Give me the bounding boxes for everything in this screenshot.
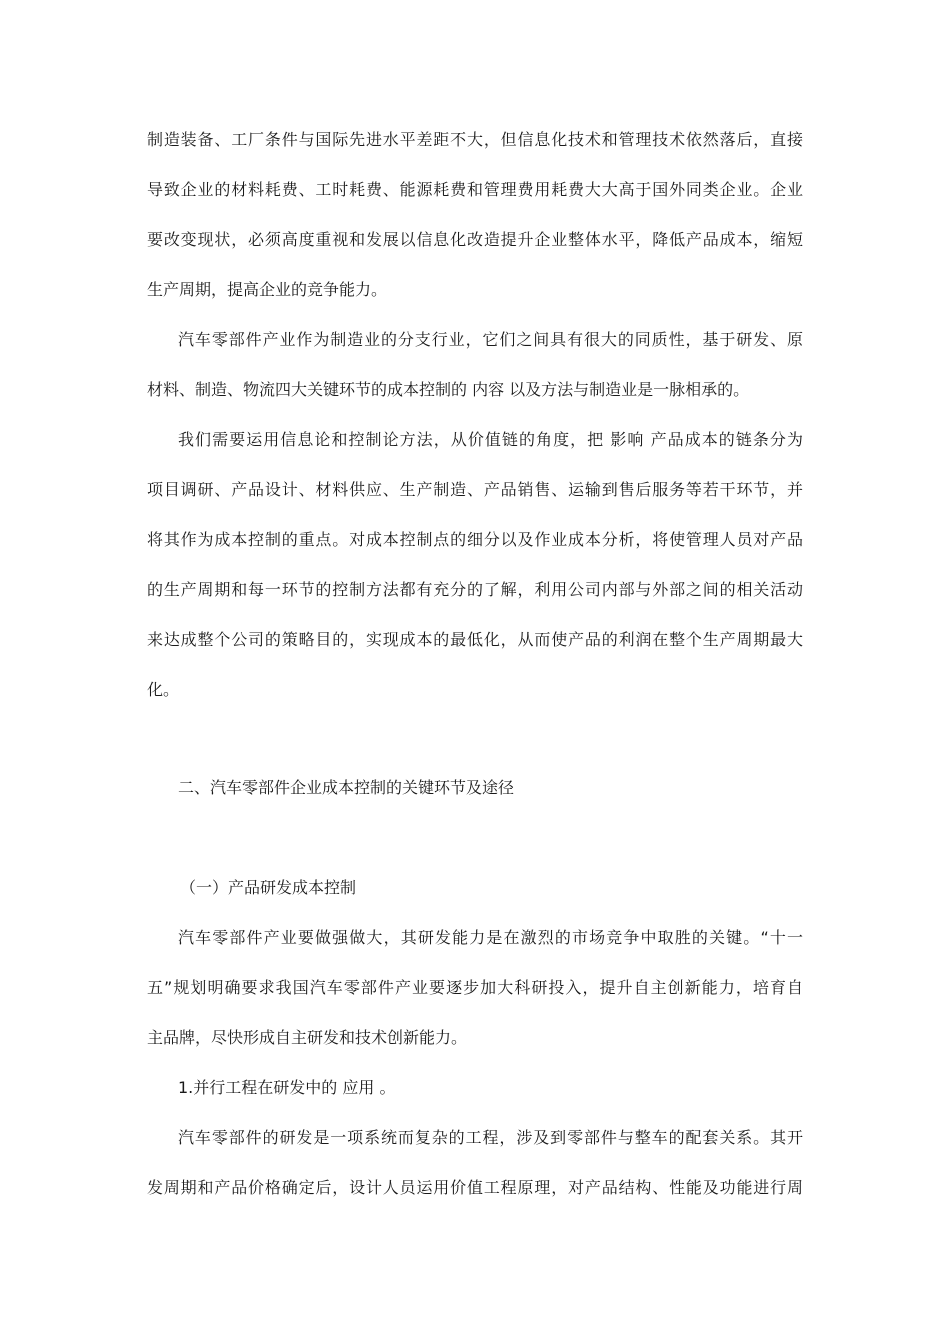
paragraph-5-line-1: 汽车零部件的研发是一项系统而复杂的工程，涉及到零部件与整车的配套关系。其开	[178, 1128, 803, 1147]
paragraph-1-line-4: 生产周期，提高企业的竞争能力。	[147, 280, 388, 299]
paragraph-1-line-2: 导致企业的材料耗费、工时耗费、能源耗费和管理费用耗费大大高于国外同类企业。企业	[147, 180, 803, 199]
section-heading: 二、汽车零部件企业成本控制的关键环节及途径	[178, 778, 515, 797]
paragraph-3-line-3: 将其作为成本控制的重点。对成本控制点的细分以及作业成本分析，将使管理人员对产品	[147, 530, 803, 549]
subsection-heading: （一）产品研发成本控制	[180, 878, 357, 897]
paragraph-2-line-2: 材料、制造、物流四大关键环节的成本控制的 内容 以及方法与制造业是一脉相承的。	[147, 380, 750, 399]
paragraph-2-line-1: 汽车零部件产业作为制造业的分支行业，它们之间具有很大的同质性，基于研发、原	[178, 330, 803, 349]
paragraph-4-line-2: 五”规划明确要求我国汽车零部件产业要逐步加大科研投入，提升自主创新能力，培育自	[147, 978, 803, 997]
paragraph-1-line-3: 要改变现状，必须高度重视和发展以信息化改造提升企业整体水平，降低产品成本，缩短	[147, 230, 803, 249]
paragraph-3-line-2: 项目调研、产品设计、材料供应、生产制造、产品销售、运输到售后服务等若干环节，并	[147, 480, 803, 499]
paragraph-3-line-6: 化。	[147, 680, 180, 699]
paragraph-1-line-1: 制造装备、工厂条件与国际先进水平差距不大，但信息化技术和管理技术依然落后，直接	[147, 130, 803, 149]
paragraph-4-line-3: 主品牌，尽快形成自主研发和技术创新能力。	[147, 1028, 468, 1047]
paragraph-3-line-1: 我们需要运用信息论和控制论方法，从价值链的角度，把 影响 产品成本的链条分为	[178, 430, 803, 449]
paragraph-3-line-4: 的生产周期和每一环节的控制方法都有充分的了解，利用公司内部与外部之间的相关活动	[147, 580, 803, 599]
paragraph-3-line-5: 来达成整个公司的策略目的，实现成本的最低化，从而使产品的利润在整个生产周期最大	[147, 630, 803, 649]
numbered-item-heading: 1.并行工程在研发中的 应用 。	[178, 1078, 396, 1097]
paragraph-4-line-1: 汽车零部件产业要做强做大，其研发能力是在激烈的市场竞争中取胜的关键。“十一	[178, 928, 803, 947]
paragraph-5-line-2: 发周期和产品价格确定后，设计人员运用价值工程原理，对产品结构、性能及功能进行周	[147, 1178, 803, 1197]
